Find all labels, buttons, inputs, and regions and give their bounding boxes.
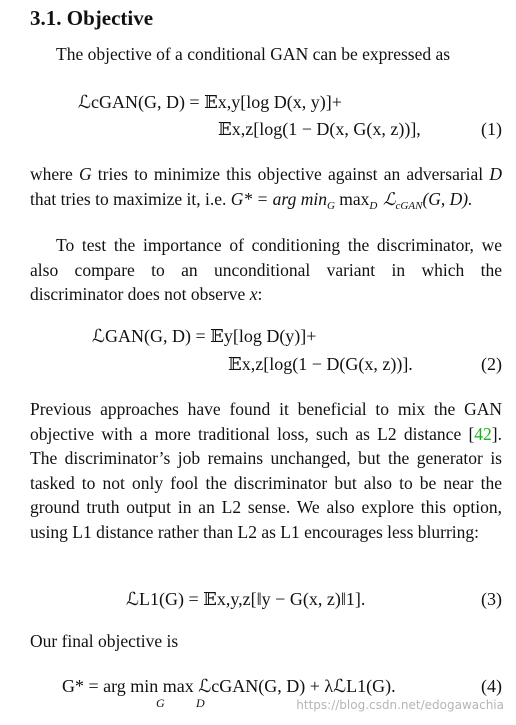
equation-4: G* = arg min max ℒcGAN(G, D) + λℒL1(G). xyxy=(62,676,396,696)
paragraph-2: where G tries to minimize this objective against an adversarial D that tries to maximize it, i.e. G* = arg $\min_G \max_D$ ℒ$_{cGAN}$(G, D). xyxy=(30,164,502,212)
intro-paragraph: The objective of a conditional GAN can be expressed as xyxy=(56,44,451,64)
equation-4-sub-d: D xyxy=(196,696,205,710)
equation-4-number: (4) xyxy=(481,676,502,696)
equation-1-line-1: ℒcGAN(G, D) = 𝔼x,y[log D(x, y)]+ xyxy=(78,92,342,112)
equation-2-number: (2) xyxy=(481,354,502,374)
equation-3-number: (3) xyxy=(481,589,502,609)
equation-1-number: (1) xyxy=(481,119,502,139)
citation-link[interactable]: 42 xyxy=(474,423,492,444)
equation-2-line-2: 𝔼x,z[log(1 − D(G(x, z))]. xyxy=(228,354,413,374)
section-heading: 3.1. Objective xyxy=(30,6,154,30)
equation-1-line-2: 𝔼x,z[log(1 − D(x, G(x, z))], xyxy=(218,119,421,139)
equation-3: ℒL1(G) = 𝔼x,y,z[‖y − G(x, z)‖1]. xyxy=(126,589,366,609)
equation-4-sub-g: G xyxy=(156,696,165,710)
paragraph-4: Previous approaches have found it beneficial to mix the GAN objective with a more traditional loss, such as L2 distance [42]. The discriminator’s job remains unchanged, but the generator is tasked to not only fool the discriminator but also to be near the ground truth output in an L2 sense. We also explore this option, using L1 distance rather than L2 as L1 encourages less blurring: xyxy=(30,399,502,542)
watermark-url: https://blog.csdn.net/edogawachia xyxy=(296,698,504,712)
paragraph-3: To test the importance of conditioning the discriminator, we also compare to an unconditional variant in which the discriminator does not observe x: xyxy=(30,235,502,304)
paragraph-5: Our final objective is xyxy=(30,631,179,651)
equation-2-line-1: ℒGAN(G, D) = 𝔼y[log D(y)]+ xyxy=(92,326,317,346)
